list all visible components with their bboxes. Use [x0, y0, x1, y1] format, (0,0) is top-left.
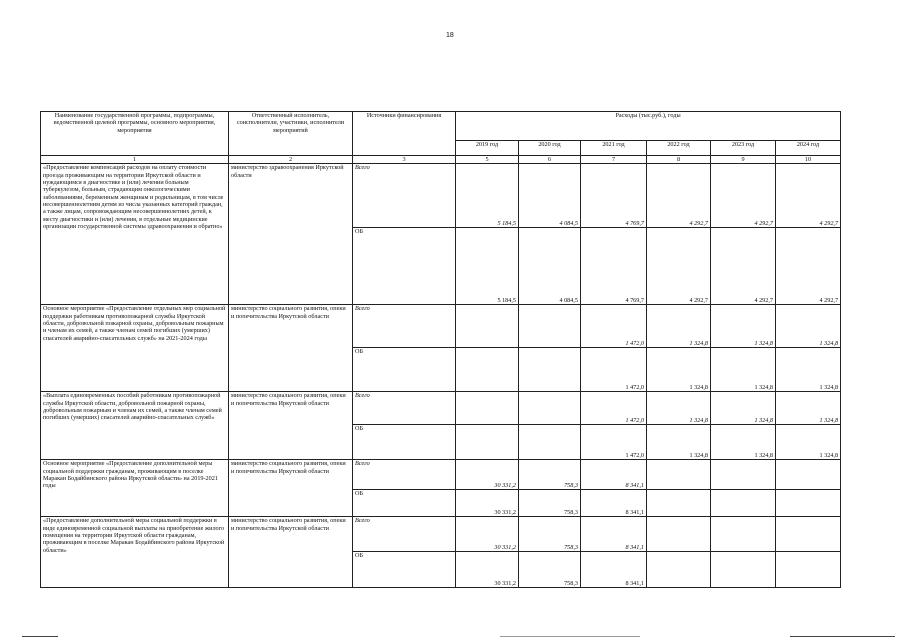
scan-artifact-line [22, 636, 58, 637]
source-total-label: Всего [353, 164, 456, 228]
ob-amount: 8 341,1 [581, 490, 647, 517]
ob-amount [776, 490, 841, 517]
total-amount: 1 324,8 [711, 305, 776, 348]
ob-amount: 5 184,5 [456, 228, 519, 305]
ob-amount [647, 552, 711, 588]
column-index: 10 [776, 156, 841, 164]
total-amount: 4 084,5 [519, 164, 581, 228]
ob-amount: 4 292,7 [776, 228, 841, 305]
total-amount [519, 305, 581, 348]
header-year: 2024 год [776, 141, 841, 156]
ob-amount [519, 348, 581, 392]
total-amount: 8 341,1 [581, 517, 647, 552]
total-amount: 1 324,8 [647, 305, 711, 348]
measure-name: «Выплата единовременных пособий работникам противопожарной службы Иркутской области, добровольной пожарной охраны, добровольным пожарным и членам их семей, а также членам семей погибших (умерших) спасателей аварийно-спасательных служб» [41, 392, 229, 460]
total-amount [456, 305, 519, 348]
table-row [41, 517, 841, 552]
column-index: 8 [647, 156, 711, 164]
total-amount: 5 184,5 [456, 164, 519, 228]
ob-amount [456, 425, 519, 460]
scan-artifact-line [790, 636, 895, 637]
ob-amount: 1 324,8 [647, 425, 711, 460]
total-amount: 30 331,2 [456, 460, 519, 490]
measure-executor: министерство социального развития, опеки и попечительства Иркутской области [229, 392, 353, 460]
ob-amount: 1 472,0 [581, 348, 647, 392]
source-ob-label: ОБ [353, 490, 456, 517]
table-body [41, 164, 841, 588]
ob-amount [519, 425, 581, 460]
measure-executor: министерство социального развития, опеки и попечительства Иркутской области [229, 460, 353, 517]
ob-amount: 1 472,0 [581, 425, 647, 460]
header-year: 2022 год [647, 141, 711, 156]
table-row [41, 305, 841, 348]
ob-amount: 8 341,1 [581, 552, 647, 588]
budget-table [40, 111, 841, 588]
column-index: 1 [41, 156, 229, 164]
header-year: 2020 год [519, 141, 581, 156]
total-amount: 8 341,1 [581, 460, 647, 490]
ob-amount: 1 324,8 [776, 348, 841, 392]
source-ob-label: ОБ [353, 552, 456, 588]
measure-executor: министерство здравоохранения Иркутской области [229, 164, 353, 305]
header-year: 2021 год [581, 141, 647, 156]
source-total-label: Всего [353, 305, 456, 348]
ob-amount [776, 552, 841, 588]
measure-executor: министерство социального развития, опеки и попечительства Иркутской области [229, 517, 353, 588]
total-amount: 4 292,7 [711, 164, 776, 228]
source-total-label: Всего [353, 392, 456, 425]
ob-amount: 4 292,7 [647, 228, 711, 305]
ob-amount: 1 324,8 [711, 425, 776, 460]
total-amount: 1 324,8 [647, 392, 711, 425]
source-total-label: Всего [353, 460, 456, 490]
source-ob-label: ОБ [353, 348, 456, 392]
table-row [41, 164, 841, 228]
total-amount: 758,3 [519, 517, 581, 552]
measure-name: Основное мероприятие «Предоставление дополнительной меры социальной поддержки гражданам, проживающим в поселке Маракан Бодайбинского района Иркутской области» на 2019-2021 годы [41, 460, 229, 517]
total-amount [711, 460, 776, 490]
header-year: 2023 год [711, 141, 776, 156]
header-source: Источники финансирования [353, 112, 456, 156]
header-executor: Ответственный исполнитель, соисполнители, участники, исполнители мероприятий [229, 112, 353, 156]
ob-amount [456, 348, 519, 392]
total-amount: 1 324,8 [711, 392, 776, 425]
table-row [41, 392, 841, 425]
measure-name: «Предоставление компенсаций расходов на оплату стоимости проезда проживающим на территории Иркутской области и нуждающимся в диагностике и (или) лечении больным туберкулезом, больным, страдающим онкологическими заболеваниями, беременным женщинам и родильницам, в том числе несовершеннолетним детям из числа указанных категорий граждан, а также лицам, сопровождающим несовершеннолетних детей, к месту диагностики и (или) лечения, в отдельные медицинские организации государственной системы здравоохранения и обратно» [41, 164, 229, 305]
total-amount [711, 517, 776, 552]
ob-amount [647, 490, 711, 517]
total-amount [647, 517, 711, 552]
ob-amount: 30 331,2 [456, 552, 519, 588]
scan-artifact-line [500, 636, 640, 637]
source-total-label: Всего [353, 517, 456, 552]
total-amount: 758,3 [519, 460, 581, 490]
measure-name: Основное мероприятие «Предоставление отдельных мер социальной поддержки работникам противопожарной службы Иркутской области, добровольной пожарной охраны, добровольным пожарным и членам их семей, а также членам семей погибших (умерших) спасателей аварийно-спасательных служб» на 2021-2024 годы [41, 305, 229, 392]
total-amount: 4 292,7 [776, 164, 841, 228]
header-year: 2019 год [456, 141, 519, 156]
total-amount [776, 517, 841, 552]
page-number: 18 [446, 32, 454, 39]
ob-amount: 1 324,8 [647, 348, 711, 392]
ob-amount: 4 084,5 [519, 228, 581, 305]
column-index: 2 [229, 156, 353, 164]
ob-amount: 4 769,7 [581, 228, 647, 305]
ob-amount: 758,3 [519, 490, 581, 517]
total-amount: 1 324,8 [776, 305, 841, 348]
header-expenses: Расходы (тыс.руб.), годы [456, 112, 841, 141]
table-row [41, 460, 841, 490]
total-amount: 4 292,7 [647, 164, 711, 228]
column-index: 9 [711, 156, 776, 164]
measure-executor: министерство социального развития, опеки и попечительства Иркутской области [229, 305, 353, 392]
ob-amount: 758,3 [519, 552, 581, 588]
ob-amount: 30 331,2 [456, 490, 519, 517]
column-index: 3 [353, 156, 456, 164]
ob-amount [711, 490, 776, 517]
total-amount: 1 472,0 [581, 305, 647, 348]
measure-name: «Предоставление дополнительной меры социальной поддержки в виде единовременной социальной выплаты на приобретение жилого помещения на территории Иркутской области гражданам, проживающим в поселке Маракан Бодайбинского района Иркутской области» [41, 517, 229, 588]
ob-amount: 1 324,8 [776, 425, 841, 460]
ob-amount: 4 292,7 [711, 228, 776, 305]
total-amount: 4 769,7 [581, 164, 647, 228]
total-amount [647, 460, 711, 490]
total-amount [456, 392, 519, 425]
column-index: 5 [456, 156, 519, 164]
total-amount [519, 392, 581, 425]
header-name: Наименование государственной программы, подпрограммы, ведомственной целевой программы, основного мероприятия, мероприятия [41, 112, 229, 156]
total-amount [776, 460, 841, 490]
ob-amount: 1 324,8 [711, 348, 776, 392]
total-amount: 30 331,2 [456, 517, 519, 552]
total-amount: 1 324,8 [776, 392, 841, 425]
total-amount: 1 472,0 [581, 392, 647, 425]
column-index: 7 [581, 156, 647, 164]
column-index: 6 [519, 156, 581, 164]
source-ob-label: ОБ [353, 228, 456, 305]
ob-amount [711, 552, 776, 588]
source-ob-label: ОБ [353, 425, 456, 460]
